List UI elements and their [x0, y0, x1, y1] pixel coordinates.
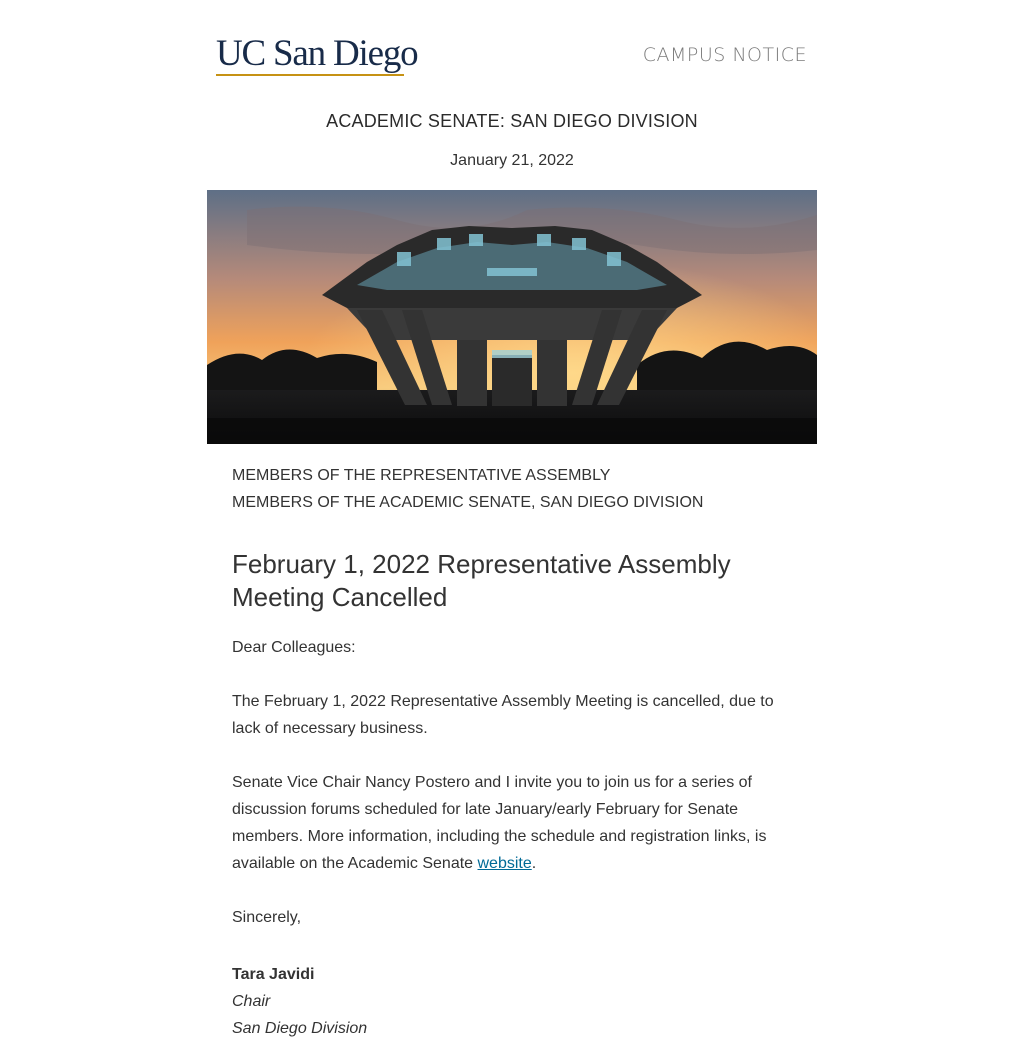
email-header [207, 28, 817, 84]
paragraph-cancellation: The February 1, 2022 Representative Assembly Meeting is cancelled, due to lack of necessary business. [232, 693, 774, 737]
notice-date: January 21, 2022 [450, 152, 574, 169]
paragraph-forums-end: . [531, 855, 537, 872]
recipients-block [232, 462, 792, 516]
geisel-library-sunset-photo [207, 190, 817, 444]
division-title: ACADEMIC SENATE: SAN DIEGO DIVISION [326, 111, 698, 131]
recipient-line: MEMBERS OF THE REPRESENTATIVE ASSEMBLY [232, 467, 611, 484]
signature-unit: San Diego Division [232, 1020, 368, 1037]
message-headline: February 1, 2022 Representative Assembly Meeting Cancelled [232, 549, 731, 612]
logo-underline [216, 74, 404, 76]
greeting: Dear Colleagues: [232, 639, 356, 656]
signature-title: Chair [232, 993, 271, 1010]
logo-text: UC San Diego [216, 33, 418, 74]
message-content [232, 462, 792, 1042]
message-body [232, 634, 792, 1042]
recipient-line: MEMBERS OF THE ACADEMIC SENATE, SAN DIEGO DIVISION [232, 494, 704, 511]
website-link[interactable]: website [477, 855, 532, 872]
closing: Sincerely, [232, 909, 302, 926]
hero-image [207, 190, 817, 444]
campus-notice-label: CAMPUS NOTICE [642, 44, 807, 66]
paragraph-forums-text: Senate Vice Chair Nancy Postero and I invite you to join us for a series of discussion forums scheduled for late January/early February for Senate members. More information, including the schedule and registration links, is available on the Academic Senate [232, 774, 767, 872]
signature-name: Tara Javidi [232, 966, 315, 983]
paragraph-forums [232, 769, 792, 877]
uc-san-diego-logo[interactable] [216, 33, 418, 78]
